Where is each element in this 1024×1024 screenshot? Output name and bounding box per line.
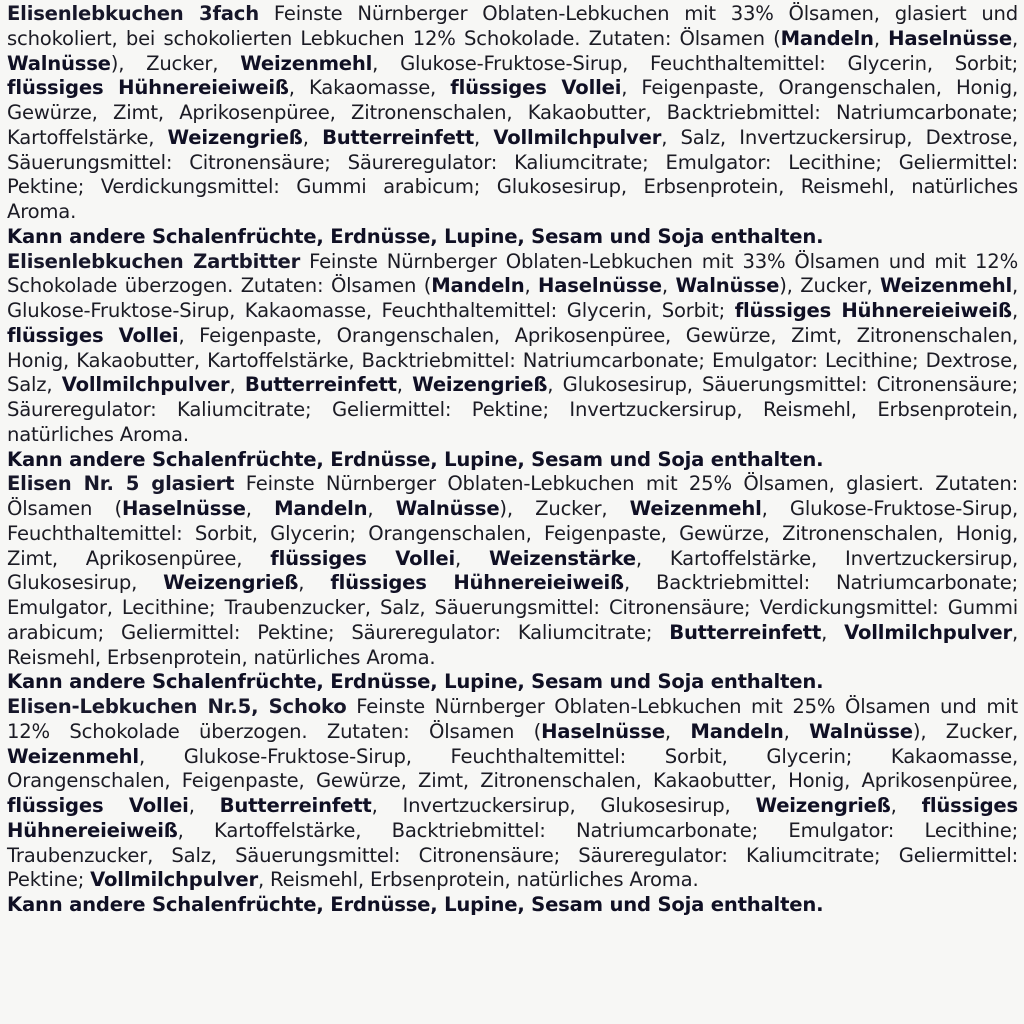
- ingredient-text: , Glukosesirup, Säuerungsmittel: Citronensäure; Säureregulator: Kaliumcitrate; Geliermittel: Pektine; Invertzuckersirup, Reismehl, Erbsenprotein, natürliches Aroma.: [7, 373, 1018, 446]
- ingredient-text: , Salz, Invertzuckersirup, Dextrose, Säuerungsmittel: Citronensäure; Säureregulator: Kaliumcitrate; Emulgator: Lecithine; Geliermittel: Pektine; Verdickungsmittel: Gummi arabicum; Glukosesirup, Erbsenprotein, Reismehl, natürliches Aroma.: [7, 125, 1018, 223]
- allergen-ingredient: Weizenmehl: [7, 744, 139, 768]
- ingredient-text: ,: [367, 497, 396, 520]
- product-section-3: [7, 472, 1018, 695]
- allergen-ingredient: Weizengrieß: [412, 373, 548, 397]
- allergen-ingredient: Walnüsse: [675, 274, 780, 298]
- allergen-ingredient: Butterreinfett: [322, 125, 474, 149]
- allergen-ingredient: Weizengrieß: [163, 571, 299, 595]
- product-title: Elisenlebkuchen Zartbitter: [7, 249, 301, 273]
- ingredient-text: ,: [245, 497, 275, 520]
- allergen-ingredient: Vollmilchpulver: [493, 125, 662, 149]
- ingredient-text: Feinste Nürnberger Oblaten-Lebkuchen mit 33% Ölsamen und mit 12% Schokolade überzogen. Zutaten: Ölsamen (: [7, 249, 1018, 298]
- allergen-ingredient: flüssiges Vollei: [450, 76, 622, 100]
- ingredient-text: , Kartoffelstärke, Invertzuckersirup, Glukosesirup,: [7, 546, 1019, 595]
- ingredient-text: ,: [873, 26, 889, 50]
- ingredient-text: ,: [821, 620, 845, 644]
- allergen-ingredient: Haselnüsse: [888, 26, 1012, 50]
- allergen-ingredient: Butterreinfett: [219, 794, 372, 817]
- product-title: Elisen Nr. 5 glasiert: [7, 472, 235, 496]
- ingredient-text: , Glukose-Fruktose-Sirup, Feuchthaltemittel: Glycerin, Sorbit;: [372, 51, 1019, 75]
- allergen-ingredient: flüssiges Hühnereieiweiß: [330, 571, 624, 595]
- allergen-ingredient: Butterreinfett: [669, 620, 822, 644]
- allergen-warning: Kann andere Schalenfrüchte, Erdnüsse, Lupine, Sesam und Soja enthalten.: [7, 893, 824, 916]
- ingredient-text: , Backtriebmittel: Natriumcarbonate; Emulgator, Lecithine; Traubenzucker, Salz, Säuerungsmittel: Citronensäure; Verdickungsmittel: Gummi arabicum; Geliermittel: Pektine; Säureregulator: Kaliumcitrate;: [7, 571, 1018, 644]
- product-section-2: [7, 250, 1018, 473]
- ingredients-paragraph: [7, 695, 1018, 893]
- ingredients-text: [7, 250, 1018, 446]
- ingredient-text: ), Zucker,: [779, 274, 881, 298]
- allergen-ingredient: Walnüsse: [395, 497, 500, 520]
- allergen-ingredient: Vollmilchpulver: [61, 373, 230, 397]
- allergen-ingredient: Weizenmehl: [629, 497, 762, 520]
- allergen-ingredient: Haselnüsse: [538, 274, 662, 298]
- allergen-ingredient: Walnüsse: [7, 51, 111, 75]
- allergen-warning: Kann andere Schalenfrüchte, Erdnüsse, Lupine, Sesam und Soja enthalten.: [7, 670, 824, 694]
- ingredients-paragraph: [7, 472, 1018, 670]
- ingredient-text: , Glukose-Fruktose-Sirup, Feuchthaltemittel: Sorbit, Glycerin; Orangenschalen, Feigenpaste, Gewürze, Zitronenschalen, Honig, Zimt, Aprikosenpüree,: [7, 497, 1019, 570]
- allergen-ingredient: Haselnüsse: [541, 719, 665, 743]
- ingredient-text: ,: [664, 719, 691, 743]
- allergen-ingredient: Vollmilchpulver: [90, 868, 258, 892]
- allergen-ingredient: flüssiges Hühnereieiweiß: [7, 76, 289, 100]
- product-title: Elisenlebkuchen 3fach: [7, 2, 259, 25]
- ingredient-text: ,: [455, 546, 489, 570]
- allergen-ingredient: flüssiges Vollei: [7, 794, 189, 817]
- ingredient-text: , Glukose-Fruktose-Sirup, Kakaomasse, Feuchthaltemittel: Glycerin, Sorbit;: [7, 274, 1018, 322]
- allergen-ingredient: Weizengrieß: [167, 125, 303, 149]
- ingredient-text: ,: [783, 719, 810, 743]
- ingredient-text: , Reismehl, Erbsenprotein, natürliches Aroma.: [257, 868, 699, 892]
- ingredients-text: [7, 2, 1018, 223]
- ingredient-text: Feinste Nürnberger Oblaten-Lebkuchen mit 33% Ölsamen, glasiert und schokoliert, bei schokolierten Lebkuchen 12% Schokolade. Zutaten: Ölsamen (: [7, 2, 1018, 50]
- ingredient-text: ,: [524, 274, 539, 298]
- ingredient-text: ,: [298, 571, 331, 595]
- allergen-ingredient: Walnüsse: [809, 719, 913, 743]
- ingredient-text: , Feigenpaste, Orangenschalen, Aprikosenpüree, Gewürze, Zimt, Zitronenschalen, Honig, Kakaobutter, Kartoffelstärke, Backtriebmittel: Natriumcarbonate; Emulgator: Lecithine; Dextrose, Salz,: [7, 323, 1019, 397]
- allergen-ingredient: Vollmilchpulver: [844, 620, 1012, 644]
- product-title: Elisen-Lebkuchen Nr.5, Schoko: [7, 695, 347, 718]
- allergen-ingredient: Weizengrieß: [755, 794, 891, 817]
- allergen-warning: Kann andere Schalenfrüchte, Erdnüsse, Lupine, Sesam und Soja enthalten.: [7, 224, 824, 248]
- allergen-ingredient: Mandeln: [431, 274, 525, 298]
- ingredients-text: [7, 472, 1018, 668]
- allergen-ingredient: Butterreinfett: [244, 373, 397, 397]
- allergen-ingredient: flüssiges Vollei: [7, 323, 179, 347]
- ingredient-text: ,: [474, 125, 494, 149]
- ingredients-text: [7, 695, 1018, 891]
- allergen-ingredient: flüssiges Vollei: [270, 546, 455, 570]
- allergen-ingredient: flüssiges Hühnereieiweiß: [734, 299, 1012, 322]
- ingredient-text: ,: [1011, 299, 1018, 322]
- ingredient-text: ,: [396, 373, 413, 397]
- ingredient-text: ,: [229, 373, 245, 397]
- allergen-ingredient: Weizenmehl: [240, 51, 373, 75]
- allergen-ingredient: Weizenstärke: [488, 546, 636, 570]
- ingredient-text: ), Zucker,: [499, 497, 630, 520]
- ingredient-text: Feinste Nürnberger Oblaten-Lebkuchen mit 25% Ölsamen und mit 12% Schokolade überzogen. Zutaten: Ölsamen (: [7, 695, 1018, 743]
- ingredient-text: ,: [302, 125, 323, 149]
- ingredient-text: ,: [1011, 26, 1018, 50]
- ingredient-text: , Kartoffelstärke, Backtriebmittel: Natriumcarbonate; Emulgator: Lecithine; Traubenzucker, Salz, Säuerungsmittel: Citronensäure; Säureregulator: Kaliumcitrate; Geliermittel: Pektine;: [7, 818, 1018, 892]
- ingredient-text: Feinste Nürnberger Oblaten-Lebkuchen mit 25% Ölsamen, glasiert. Zutaten: Ölsamen (: [7, 472, 1018, 520]
- ingredient-text: , Kakaomasse,: [288, 76, 451, 100]
- ingredient-text: ,: [661, 274, 676, 298]
- allergen-ingredient: Mandeln: [274, 497, 368, 520]
- ingredient-text: , Glukose-Fruktose-Sirup, Feuchthaltemittel: Sorbit, Glycerin; Kakaomasse, Orangenschalen, Feigenpaste, Gewürze, Zimt, Zitronenschalen, Kakaobutter, Honig, Aprikosenpüree,: [7, 744, 1018, 793]
- ingredient-text: , Invertzuckersirup, Glukosesirup,: [371, 794, 756, 817]
- product-section-1: [7, 2, 1018, 250]
- ingredient-text: ,: [188, 794, 220, 817]
- product-section-4: [7, 695, 1018, 918]
- allergen-ingredient: flüssiges Hühnereieiweiß: [7, 794, 1018, 842]
- ingredient-text: ), Zucker,: [110, 51, 241, 75]
- allergen-ingredient: Mandeln: [690, 719, 784, 743]
- allergen-warning: Kann andere Schalenfrüchte, Erdnüsse, Lupine, Sesam und Soja enthalten.: [7, 447, 824, 471]
- allergen-ingredient: Weizenmehl: [880, 274, 1012, 298]
- ingredient-text: , Reismehl, Erbsenprotein, natürliches Aroma.: [7, 620, 1018, 669]
- allergen-ingredient: Haselnüsse: [121, 497, 246, 520]
- ingredient-text: ), Zucker,: [912, 719, 1018, 743]
- ingredient-text: , Feigenpaste, Orangenschalen, Honig, Gewürze, Zimt, Aprikosenpüree, Zitronenschalen, Kakaobutter, Backtriebmittel: Natriumcarbonate; Kartoffelstärke,: [7, 76, 1018, 149]
- ingredients-paragraph: [7, 250, 1018, 448]
- ingredient-text: ,: [890, 794, 922, 817]
- ingredients-paragraph: [7, 2, 1018, 225]
- allergen-ingredient: Mandeln: [780, 26, 874, 50]
